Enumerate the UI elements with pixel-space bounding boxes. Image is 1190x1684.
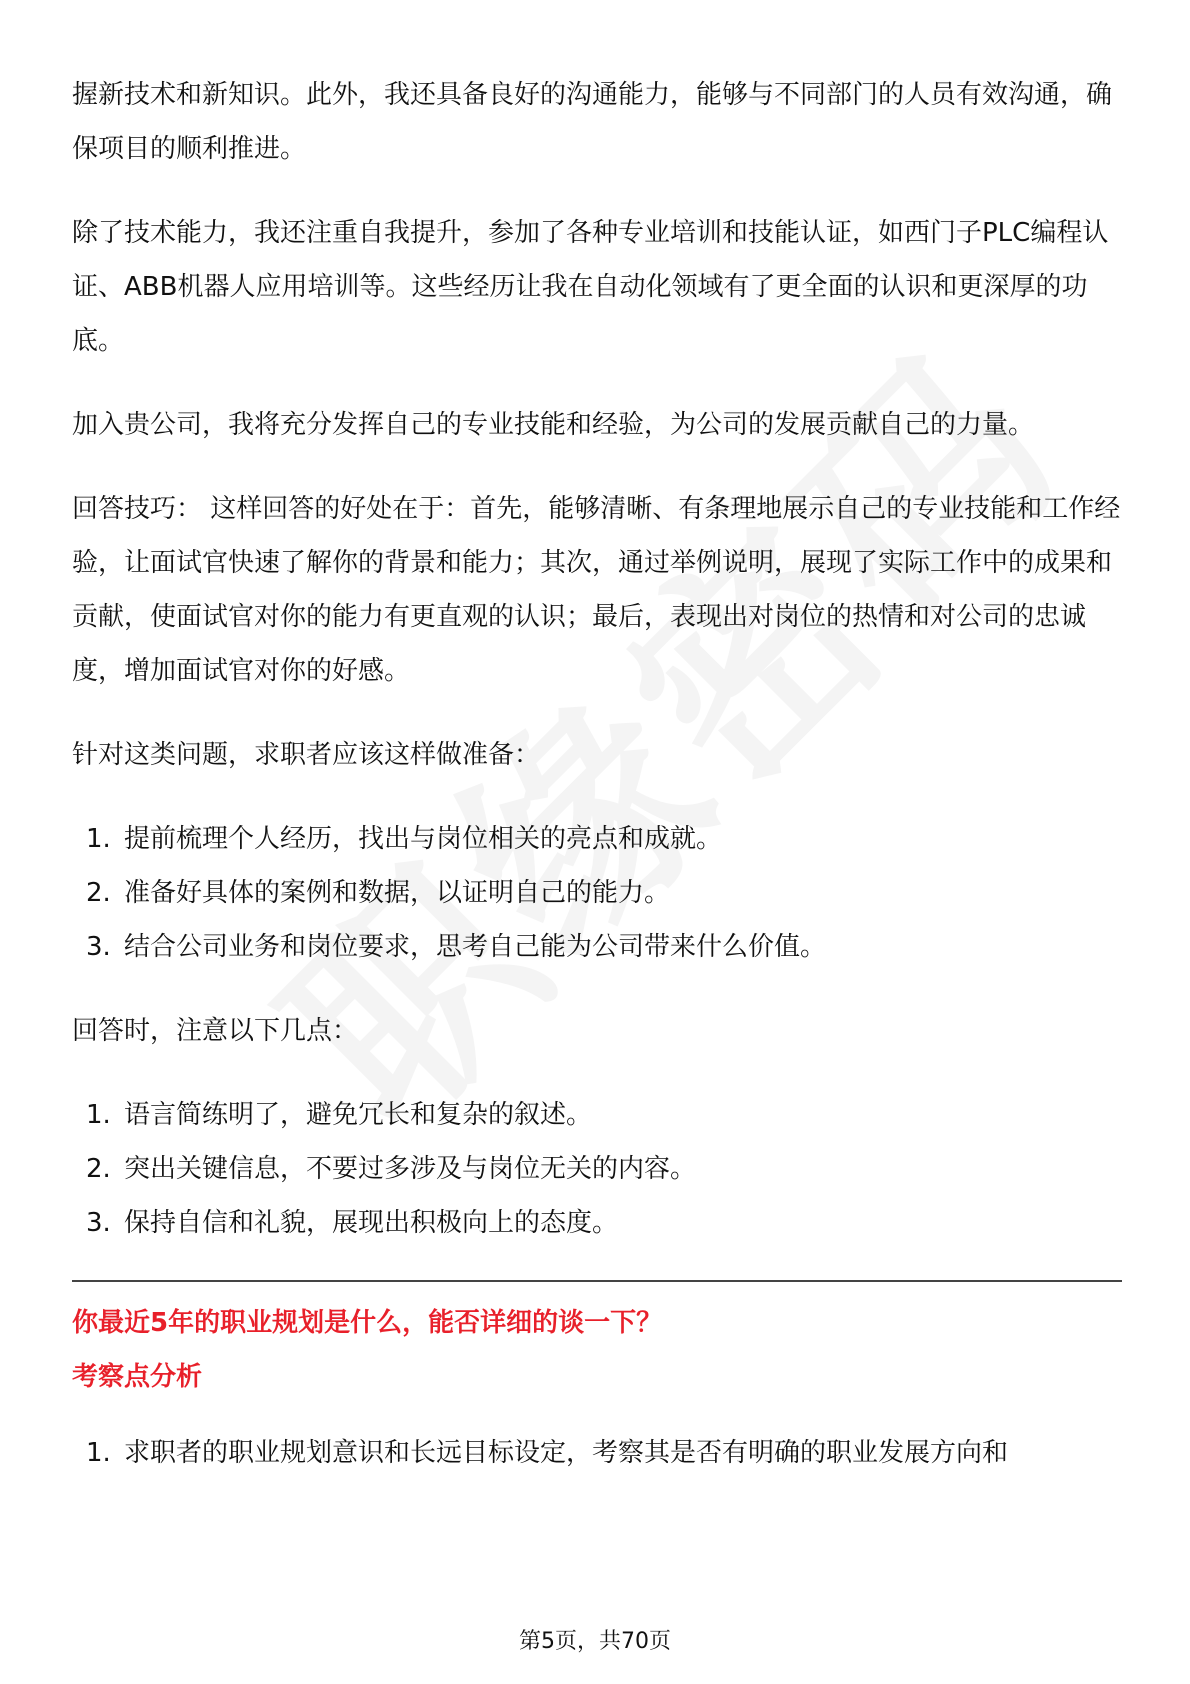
list-item: 1. 求职者的职业规划意识和长远目标设定，考察其是否有明确的职业发展方向和 bbox=[86, 1438, 1009, 1468]
paragraph-skills-continued: 握新技术和新知识。此外，我还具备良好的沟通能力，能够与不同部门的人员有效沟通，确保项目的顺利推进。 bbox=[72, 80, 1113, 164]
analysis-heading: 考察点分析 bbox=[72, 1362, 203, 1392]
paragraph-self-improvement: 除了技术能力，我还注重自我提升，参加了各种专业培训和技能认证，如西门子PLC编程认证、ABB机器人应用培训等。这些经历让我在自动化领域有了更全面的认识和更深厚的功底。 bbox=[72, 218, 1109, 356]
list-item: 2. 准备好具体的案例和数据，以证明自己的能力。 bbox=[86, 878, 671, 908]
paragraph-answer-tips: 回答技巧： 这样回答的好处在于：首先，能够清晰、有条理地展示自己的专业技能和工作经验，让面试官快速了解你的背景和能力；其次，通过举例说明，展现了实际工作中的成果和贡献，使面试官对你的能力有更直观的认识；最后，表现出对岗位的热情和对公司的忠诚度，增加面试官对你的好感。 bbox=[72, 494, 1121, 686]
question-heading: 你最近5年的职业规划是什么，能否详细的谈一下？ bbox=[72, 1308, 663, 1338]
page-content bbox=[72, 68, 1122, 1510]
paragraph-answer-intro: 回答时，注意以下几点： bbox=[72, 1016, 359, 1046]
prep-list bbox=[72, 812, 1122, 974]
list-item: 2. 突出关键信息，不要过多涉及与岗位无关的内容。 bbox=[86, 1154, 697, 1184]
answer-list bbox=[72, 1088, 1122, 1250]
list-item: 1. 语言简练明了，避免冗长和复杂的叙述。 bbox=[86, 1100, 593, 1130]
paragraph-prep-intro: 针对这类问题，求职者应该这样做准备： bbox=[72, 740, 541, 770]
list-item: 3. 结合公司业务和岗位要求，思考自己能为公司带来什么价值。 bbox=[86, 932, 827, 962]
page-footer: 第5页，共70页 bbox=[519, 1629, 671, 1654]
analysis-list bbox=[72, 1426, 1122, 1480]
paragraph-join-company: 加入贵公司，我将充分发挥自己的专业技能和经验，为公司的发展贡献自己的力量。 bbox=[72, 410, 1035, 440]
list-item: 1. 提前梳理个人经历，找出与岗位相关的亮点和成就。 bbox=[86, 824, 723, 854]
list-item: 3. 保持自信和礼貌，展现出积极向上的态度。 bbox=[86, 1208, 619, 1238]
section-divider bbox=[72, 1280, 1122, 1282]
